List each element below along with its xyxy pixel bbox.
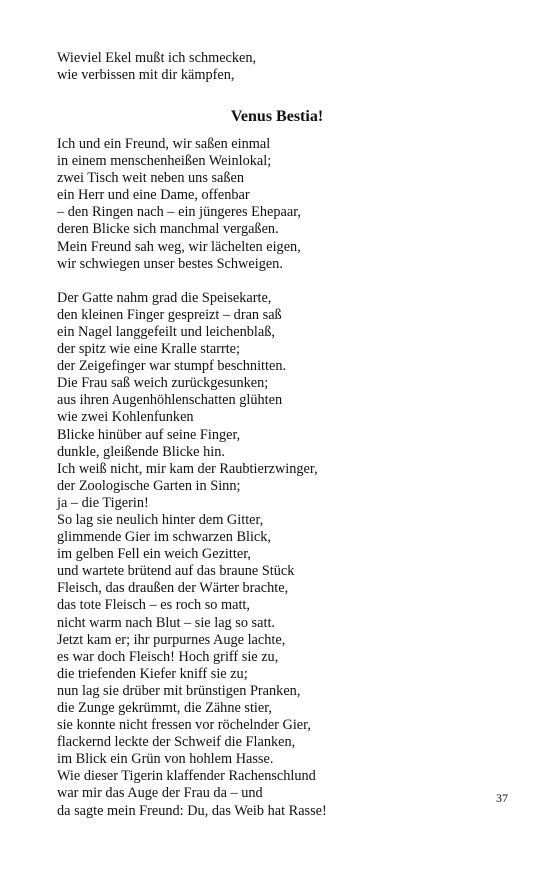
verse-line: – den Ringen nach – ein jüngeres Ehepaar, [57, 204, 301, 221]
verse-line: es war doch Fleisch! Hoch griff sie zu, [57, 648, 279, 665]
verse-line: die triefenden Kiefer kniff sie zu; [57, 665, 248, 682]
verse-line: Mein Freund sah weg, wir lächelten eigen, [57, 238, 301, 255]
verse-line: Der Gatte nahm grad die Speisekarte, [57, 289, 272, 306]
verse-line: die Zunge gekrümmt, die Zähne stier, [57, 700, 273, 716]
verse-line: aus ihren Augenhöhlenschatten glühten [57, 392, 283, 409]
verse-line: der Zoologische Garten in Sinn; [57, 477, 241, 494]
verse-line: war mir das Auge der Frau da – und [57, 785, 263, 802]
verse-line: Wieviel Ekel mußt ich schmecken, [57, 50, 257, 66]
verse-line: Ich weiß nicht, mir kam der Raubtierzwinger, [57, 460, 318, 477]
verse-line: da sagte mein Freund: Du, das Weib hat Rasse! [57, 802, 327, 819]
verse-line: So lag sie neulich hinter dem Gitter, [57, 511, 264, 528]
verse-line: ja – die Tigerin! [57, 494, 149, 511]
verse-line: und wartete brütend auf das braune Stück [57, 563, 295, 580]
verse-line: Blicke hinüber auf seine Finger, [57, 426, 241, 443]
verse-line: der Zeigefinger war stumpf beschnitten. [57, 358, 287, 375]
verse-line: sie konnte nicht fressen vor röchelnder Gier, [57, 717, 311, 734]
verse-line: Fleisch, das draußen der Wärter brachte, [57, 580, 289, 597]
verse-line: wie zwei Kohlenfunken [57, 409, 194, 426]
verse-line: dunkle, gleißende Blicke hin. [57, 443, 225, 460]
intro-verse [57, 50, 497, 84]
verse-line: ein Herr und eine Dame, offenbar [57, 187, 250, 204]
verse-line: der spitz wie eine Kralle starrte; [57, 341, 240, 358]
verse-line: Ich und ein Freund, wir saßen einmal [57, 136, 271, 152]
verse-line: im Blick ein Grün von hohlem Hasse. [57, 751, 274, 768]
page-number: 37 [496, 791, 508, 805]
verse-line: das tote Fleisch – es roch so matt, [57, 597, 250, 614]
verse-line: Die Frau saß weich zurückgesunken; [57, 375, 269, 392]
stanza [57, 290, 497, 820]
verse-line: Wie dieser Tigerin klaffender Rachenschlund [57, 768, 316, 785]
poem-title: Venus Bestia! [230, 108, 324, 125]
verse-line: wir schwiegen unser bestes Schweigen. [57, 255, 283, 272]
verse-line: den kleinen Finger gespreizt – dran saß [57, 306, 282, 323]
verse-line: glimmende Gier im schwarzen Blick, [57, 529, 271, 546]
verse-line: zwei Tisch weit neben uns saßen [57, 170, 245, 187]
verse-line: flackernd leckte der Schweif die Flanken, [57, 734, 296, 751]
verse-line: wie verbissen mit dir kämpfen, [57, 67, 235, 84]
verse-line: nicht warm nach Blut – sie lag so satt. [57, 614, 275, 631]
verse-line: ein Nagel langgefeilt und leichenblaß, [57, 323, 275, 340]
verse-line: Jetzt kam er; ihr purpurnes Auge lachte, [57, 631, 286, 648]
verse-line: im gelben Fell ein weich Gezitter, [57, 546, 251, 563]
verse-line: deren Blicke sich manchmal vergaßen. [57, 221, 279, 238]
stanza [57, 136, 497, 273]
verse-line: in einem menschenheißen Weinlokal; [57, 153, 272, 170]
poem-body [57, 136, 497, 820]
stanza-break [57, 273, 497, 290]
verse-line: nun lag sie drüber mit brünstigen Pranken, [57, 682, 301, 699]
